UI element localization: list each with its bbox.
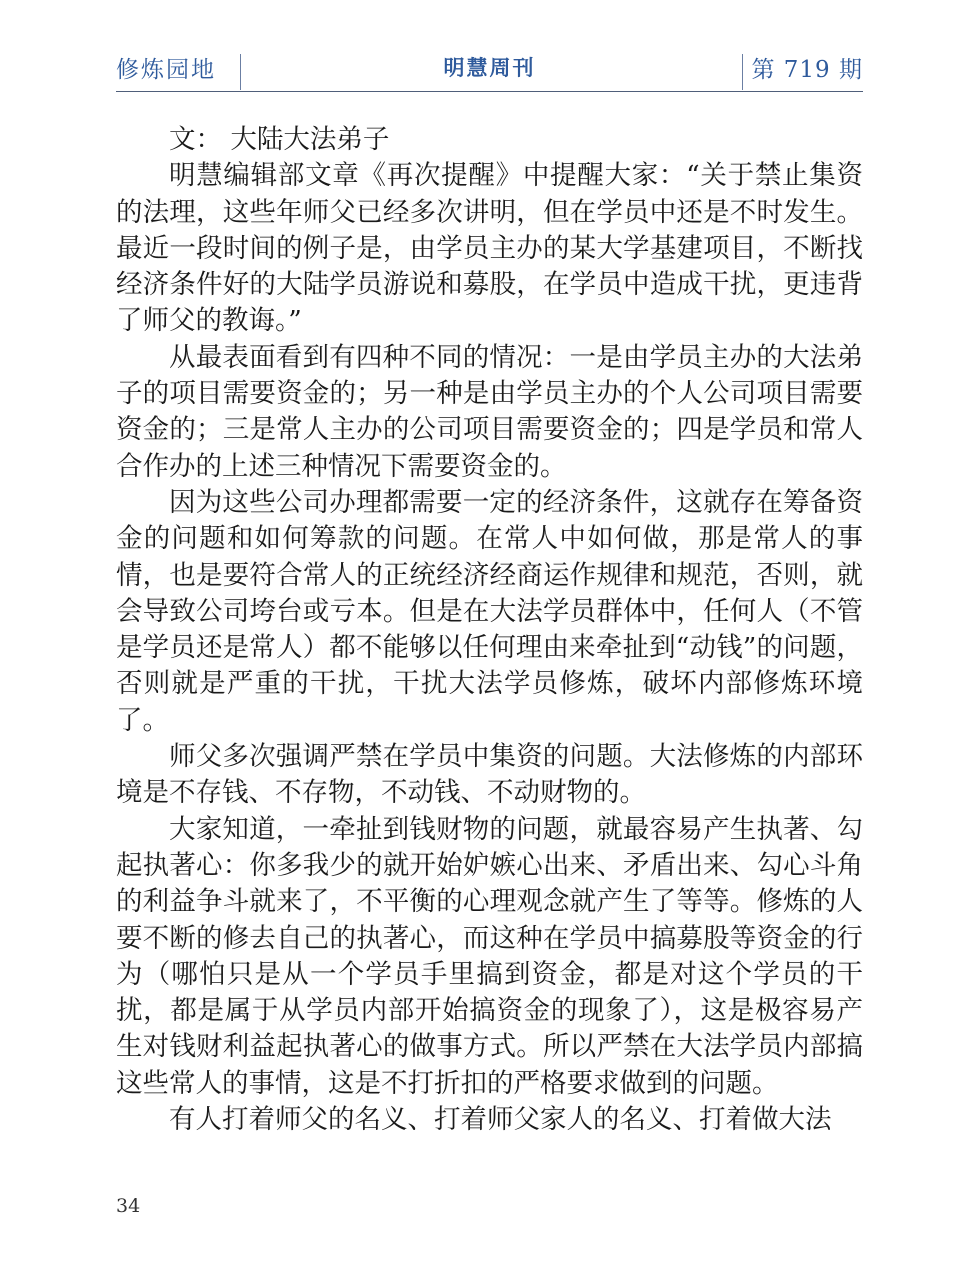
paragraph: 师父多次强调严禁在学员中集资的问题。大法修炼的内部环境是不存钱、不存物，不动钱、不动财物的。 xyxy=(116,741,863,809)
paragraph: 有人打着师父的名义、打着师父家人的名义、打着做大法 xyxy=(169,1104,832,1136)
issue-number: 第 719 期 xyxy=(751,57,863,83)
paragraph: 大家知道，一牵扯到钱财物的问题，就最容易产生执著、勾起执著心：你多我少的就开始妒嫉心出来、矛盾出来、勾心斗角的利益争斗就来了，不平衡的心理观念就产生了等等。修炼的人要不断的修去自己的执著心，而这种在学员中搞募股等资金的行为（哪怕只是从一个学员手里搞到资金，都是对这个学员的干扰，都是属于从学员内部开始搞资金的现象了），这是极容易产生对钱财利益起执著心的做事方式。所以严禁在大法学员内部搞这些常人的事情，这是不打折扣的严格要求做到的问题。 xyxy=(116,813,863,1099)
header-rule xyxy=(116,91,863,92)
byline: 文： 大陆大法弟子 xyxy=(169,124,390,155)
publication-title: 明慧周刊 xyxy=(443,56,536,80)
header-divider-right xyxy=(742,54,743,90)
section-title: 修炼园地 xyxy=(116,57,216,83)
article-body xyxy=(116,122,863,1138)
paragraph: 因为这些公司办理都需要一定的经济条件，这就存在筹备资金的问题和如何筹款的问题。在常人中如何做，那是常人的事情，也是要符合常人的正统经济经商运作规律和规范，否则，就会导致公司垮台或亏本。但是在大法学员群体中，任何人（不管是学员还是常人）都不能够以任何理由来牵扯到“动钱”的问题，否则就是严重的干扰，干扰大法学员修炼，破坏内部修炼环境了。 xyxy=(116,486,863,736)
page-number: 34 xyxy=(116,1195,141,1217)
running-header xyxy=(116,52,863,92)
paragraph: 从最表面看到有四种不同的情况：一是由学员主办的大法弟子的项目需要资金的；另一种是由学员主办的个人公司项目需要资金的；三是常人主办的公司项目需要资金的；四是学员和常人合作办的上述三种情况下需要资金的。 xyxy=(116,341,863,482)
paragraph: 明慧编辑部文章《再次提醒》中提醒大家：“关于禁止集资的法理，这些年师父已经多次讲明，但在学员中还是不时发生。最近一段时间的例子是，由学员主办的某大学基建项目，不断找经济条件好的大陆学员游说和募股，在学员中造成干扰，更违背了师父的教诲。” xyxy=(116,160,863,337)
